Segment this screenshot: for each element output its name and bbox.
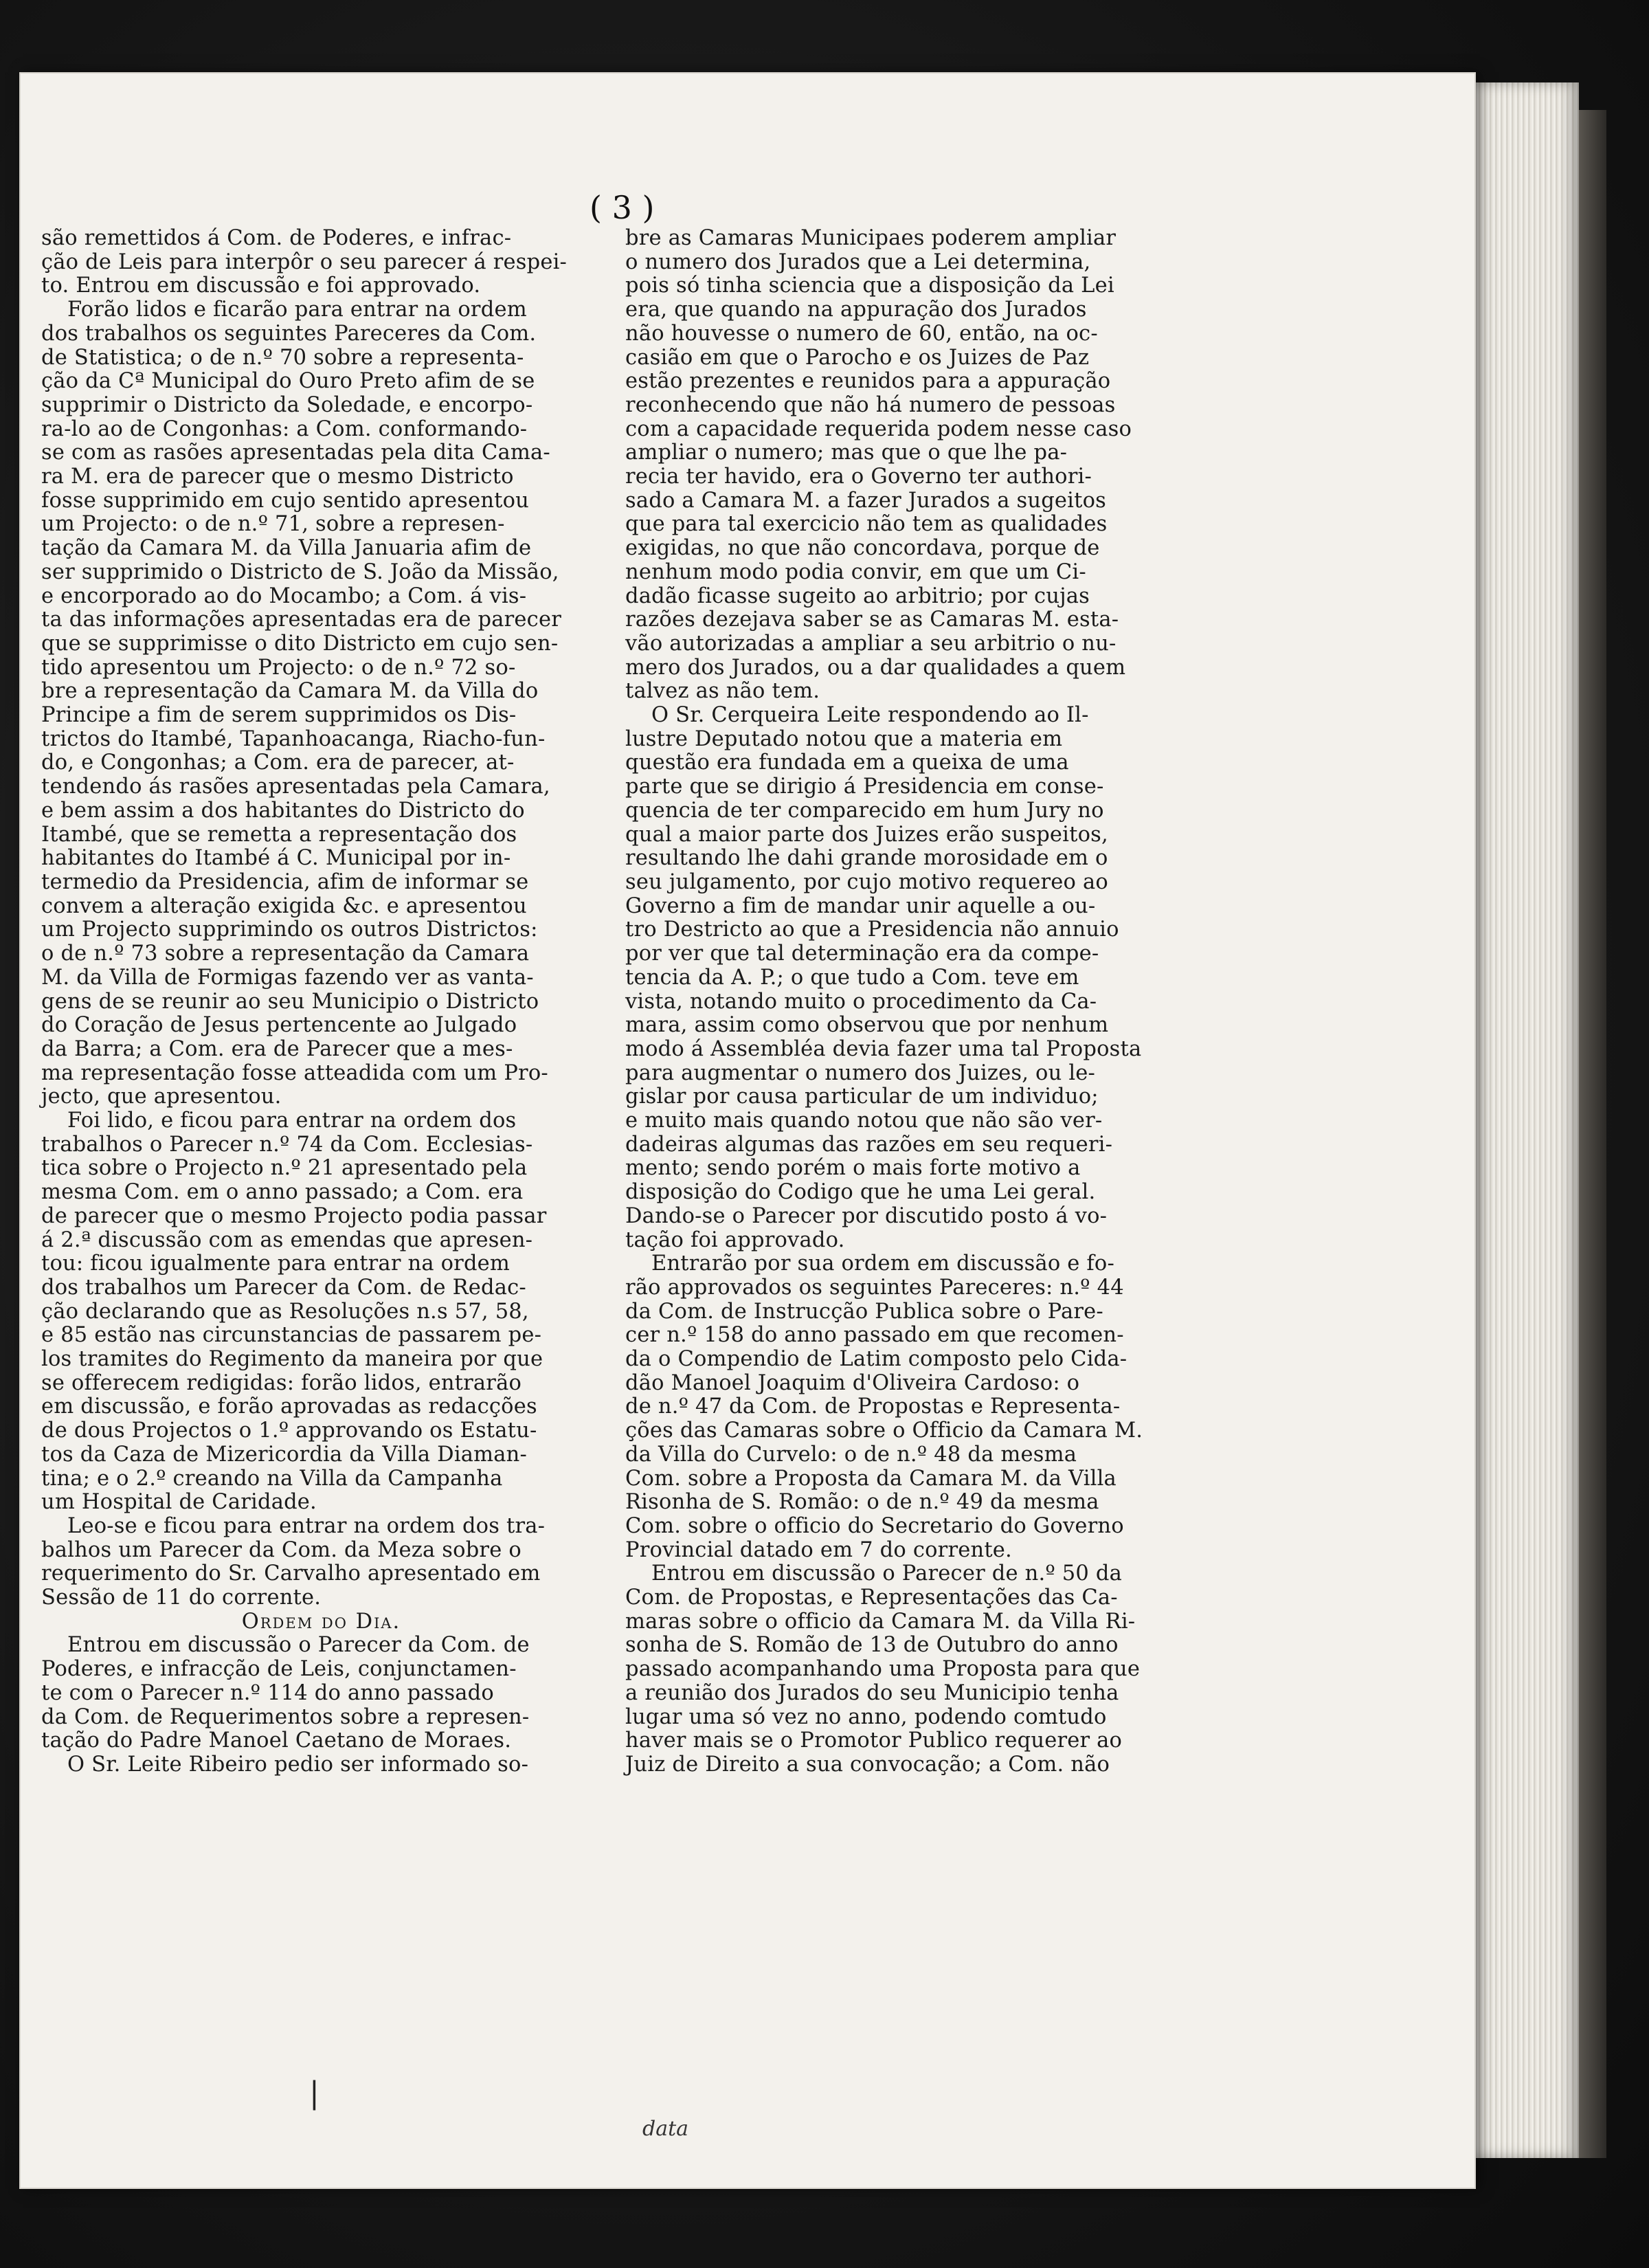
text-line: com a capacidade requerida podem nesse caso bbox=[625, 416, 1132, 441]
text-line: supprimir o Districto da Soledade, e encorpo- bbox=[41, 392, 533, 417]
text-line: disposição do Codigo que he uma Lei geral. bbox=[625, 1180, 1096, 1205]
text-line: se offerecem redigidas: forão lidos, entrarão bbox=[41, 1370, 522, 1395]
text-line: Provincial datado em 7 do corrente. bbox=[625, 1537, 1012, 1562]
text-line: razões dezejava saber se as Camaras M. esta- bbox=[625, 608, 1119, 632]
text-line: parte que se dirigio á Presidencia em conse- bbox=[625, 775, 1104, 799]
text-line: modo á Assembléa devia fazer uma tal Proposta bbox=[625, 1036, 1142, 1061]
text-line: ção declarando que as Resoluções n.s 57, 58, bbox=[41, 1299, 529, 1324]
text-line: ser supprimido o Districto de S. João da Missão, bbox=[41, 559, 559, 584]
text-line: quencia de ter comparecido em hum Jury no bbox=[625, 798, 1104, 823]
text-line: da Villa do Curvelo: o de n.º 48 da mesma bbox=[625, 1442, 1077, 1467]
text-line: recia ter havido, era o Governo ter authori- bbox=[625, 465, 1092, 489]
text-line: convem a alteração exigida &c. e apresentou bbox=[41, 893, 527, 918]
text-line: cer n.º 158 do anno passado em que recomen- bbox=[625, 1323, 1124, 1348]
text-line: mesma Com. em o anno passado; a Com. era bbox=[41, 1180, 524, 1205]
margin-mark: | bbox=[309, 2076, 319, 2111]
text-line: O Sr. Cerqueira Leite respondendo ao Il- bbox=[651, 703, 1089, 728]
text-line: rão approvados os seguintes Pareceres: n.º 44 bbox=[625, 1275, 1124, 1300]
text-line: maras sobre o officio da Camara M. da Villa Ri- bbox=[625, 1609, 1136, 1634]
text-line: Ordem do Dia. bbox=[241, 1609, 401, 1634]
text-line: o de n.º 73 sobre a representação da Camara bbox=[41, 942, 530, 966]
text-line: bre a representação da Camara M. da Villa do bbox=[41, 679, 539, 704]
text-line: Risonha de S. Romão: o de n.º 49 da mesma bbox=[625, 1490, 1099, 1515]
text-line: se com as rasões apresentadas pela dita Cama- bbox=[41, 441, 550, 465]
text-line: ta das informações apresentadas era de parecer bbox=[41, 608, 561, 632]
text-line: que para tal exercicio não tem as qualidades bbox=[625, 512, 1108, 537]
text-line: te com o Parecer n.º 114 do anno passado bbox=[41, 1680, 494, 1705]
text-line: pois só tinha sciencia que a disposição da Lei bbox=[625, 274, 1114, 298]
text-line: Com. de Propostas, e Representações das Ca- bbox=[625, 1586, 1118, 1610]
text-line: e muito mais quando notou que não são ver- bbox=[625, 1109, 1103, 1133]
text-line: a reunião dos Jurados do seu Municipio tenha bbox=[625, 1680, 1119, 1705]
text-line: bre as Camaras Municipaes poderem ampliar bbox=[625, 226, 1117, 250]
text-line: trabalhos o Parecer n.º 74 da Com. Ecclesias- bbox=[41, 1132, 533, 1157]
text-line: seu julgamento, por cujo motivo requereo ao bbox=[625, 869, 1108, 894]
text-line: ampliar o numero; mas que o que lhe pa- bbox=[625, 441, 1068, 465]
text-line: balhos um Parecer da Com. da Meza sobre o bbox=[41, 1537, 521, 1562]
text-line: resultando lhe dahi grande morosidade em o bbox=[625, 846, 1108, 871]
text-line: dadão ficasse sugeito ao arbitrio; por cujas bbox=[625, 583, 1090, 608]
text-line: sado a Camara M. a fazer Jurados a sugeitos bbox=[625, 488, 1106, 513]
text-line: O Sr. Leite Ribeiro pedio ser informado so- bbox=[67, 1753, 529, 1777]
text-line: tido apresentou um Projecto: o de n.º 72 so- bbox=[41, 655, 516, 680]
text-line: da Com. de Requerimentos sobre a represen- bbox=[41, 1704, 530, 1729]
text-line: vista, notando muito o procedimento da Ca- bbox=[625, 989, 1097, 1014]
text-line: tos da Caza de Mizericordia da Villa Diaman- bbox=[41, 1442, 528, 1467]
text-line: M. da Villa de Formigas fazendo ver as vanta- bbox=[41, 965, 534, 990]
text-line: vão autorizadas a ampliar a seu arbitrio o nu- bbox=[625, 631, 1117, 656]
text-line: ra-lo ao de Congonhas: a Com. conformando- bbox=[41, 416, 528, 441]
text-line: haver mais se o Promotor Publico requerer ao bbox=[625, 1728, 1123, 1753]
text-line: mero dos Jurados, ou a dar qualidades a quem bbox=[625, 655, 1126, 680]
text-line: passado acompanhando uma Proposta para que bbox=[625, 1657, 1141, 1682]
page-edges bbox=[1476, 82, 1579, 2158]
text-line: termedio da Presidencia, afim de informar se bbox=[41, 869, 529, 894]
text-line: ma representação fosse atteadida com um Pro- bbox=[41, 1060, 548, 1085]
text-line: Entrou em discussão o Parecer de n.º 50 da bbox=[651, 1561, 1122, 1586]
text-line: por ver que tal determinação era da compe- bbox=[625, 942, 1099, 966]
text-line: Juiz de Direito a sua convocação; a Com. não bbox=[625, 1753, 1110, 1777]
text-line: gislar por causa particular de um individuo; bbox=[625, 1085, 1099, 1109]
text-line: gens de se reunir ao seu Municipio o Districto bbox=[41, 989, 539, 1014]
text-line: dos trabalhos um Parecer da Com. de Redac- bbox=[41, 1275, 526, 1300]
text-line: Governo a fim de mandar unir aquelle a ou- bbox=[625, 893, 1096, 918]
text-line: que se supprimisse o dito Districto em cujo sen- bbox=[41, 631, 559, 656]
text-line: nenhum modo podia convir, em que um Ci- bbox=[625, 559, 1086, 584]
text-line: lugar uma só vez no anno, podendo comtudo bbox=[625, 1704, 1107, 1729]
text-line: ra M. era de parecer que o mesmo Districto bbox=[41, 465, 514, 489]
text-line: e encorporado ao do Mocambo; a Com. á vis- bbox=[41, 583, 527, 608]
text-line: ções das Camaras sobre o Officio da Camara M. bbox=[625, 1419, 1143, 1443]
text-line: lustre Deputado notou que a materia em bbox=[625, 726, 1063, 751]
signature-mark: data bbox=[642, 2117, 689, 2141]
text-line: tro Destricto ao que a Presidencia não annuio bbox=[625, 918, 1119, 942]
text-line: era, que quando na appuração dos Jurados bbox=[625, 298, 1087, 322]
text-line: tencia da A. P.; o que tudo a Com. teve em bbox=[625, 965, 1079, 990]
text-line: um Hospital de Caridade. bbox=[41, 1490, 317, 1515]
book-binding bbox=[1579, 110, 1606, 2158]
text-line: sonha de S. Romão de 13 de Outubro do anno bbox=[625, 1633, 1119, 1658]
text-line: tou: ficou igualmente para entrar na ordem bbox=[41, 1252, 511, 1276]
page-number: ( 3 ) bbox=[590, 189, 655, 226]
text-line: um Projecto: o de n.º 71, sobre a represen- bbox=[41, 512, 505, 537]
text-line: do Coração de Jesus pertencente ao Julgado bbox=[41, 1013, 517, 1038]
text-line: de Statistica; o de n.º 70 sobre a representa- bbox=[41, 345, 524, 370]
text-line: questão era fundada em a queixa de uma bbox=[625, 751, 1069, 775]
text-line: reconhecendo que não há numero de pessoas bbox=[625, 392, 1116, 417]
text-line: talvez as não tem. bbox=[625, 679, 820, 704]
text-line: tação do Padre Manoel Caetano de Moraes. bbox=[41, 1728, 512, 1753]
text-line: ção da Cª Municipal do Ouro Preto afim de se bbox=[41, 369, 535, 394]
text-line: e bem assim a dos habitantes do Districto do bbox=[41, 798, 525, 823]
text-line: um Projecto supprimindo os outros Districtos: bbox=[41, 918, 538, 942]
text-line: jecto, que apresentou. bbox=[41, 1085, 282, 1109]
text-line: Entrarão por sua ordem em discussão e fo- bbox=[651, 1252, 1114, 1276]
text-line: em discussão, e forão aprovadas as redacções bbox=[41, 1394, 537, 1419]
text-line: do, e Congonhas; a Com. era de parecer, at- bbox=[41, 751, 515, 775]
text-line: trictos do Itambé, Tapanhoacanga, Riacho-fun- bbox=[41, 726, 546, 751]
text-line: Forão lidos e ficarão para entrar na ordem bbox=[67, 298, 527, 322]
text-line: Foi lido, e ficou para entrar na ordem dos bbox=[67, 1109, 517, 1133]
text-line: dos trabalhos os seguintes Pareceres da Com. bbox=[41, 321, 537, 346]
text-line: tendendo ás rasões apresentadas pela Camara, bbox=[41, 775, 550, 799]
text-line: to. Entrou em discussão e foi approvado. bbox=[41, 274, 481, 298]
text-line: Poderes, e infracção de Leis, conjunctamen- bbox=[41, 1657, 517, 1682]
text-line: dão Manoel Joaquim d'Oliveira Cardoso: o bbox=[625, 1370, 1080, 1395]
text-line: fosse supprimido em cujo sentido apresentou bbox=[41, 488, 530, 513]
text-line: tação foi approvado. bbox=[625, 1227, 845, 1252]
text-line: tica sobre o Projecto n.º 21 apresentado pela bbox=[41, 1156, 528, 1181]
text-line: Com. sobre a Proposta da Camara M. da Villa bbox=[625, 1466, 1117, 1491]
text-line: para augmentar o numero dos Juizes, ou le- bbox=[625, 1060, 1096, 1085]
text-line: de parecer que o mesmo Projecto podia passar bbox=[41, 1203, 547, 1228]
text-line: tina; e o 2.º creando na Villa da Campanha bbox=[41, 1466, 503, 1491]
text-line: Com. sobre o officio do Secretario do Governo bbox=[625, 1513, 1124, 1538]
text-line: mento; sendo porém o mais forte motivo a bbox=[625, 1156, 1081, 1181]
text-line: Principe a fim de serem supprimidos os Dis- bbox=[41, 703, 517, 728]
text-line: habitantes do Itambé á C. Municipal por in- bbox=[41, 846, 511, 871]
text-line: Leo-se e ficou para entrar na ordem dos tra- bbox=[67, 1513, 546, 1538]
text-line: da Com. de Instrucção Publica sobre o Pare- bbox=[625, 1299, 1103, 1324]
right-text-column bbox=[625, 227, 1196, 1777]
text-line: casião em que o Parocho e os Juizes de Paz bbox=[625, 345, 1090, 370]
text-line: los tramites do Regimento da maneira por que bbox=[41, 1347, 543, 1372]
text-line: dadeiras algumas das razões em seu requeri- bbox=[625, 1132, 1113, 1157]
text-line: Itambé, que se remetta a representação dos bbox=[41, 822, 517, 847]
text-line: mara, assim como observou que por nenhum bbox=[625, 1013, 1109, 1038]
text-line: Entrou em discussão o Parecer da Com. de bbox=[67, 1633, 530, 1658]
text-line: são remettidos á Com. de Poderes, e infrac- bbox=[41, 226, 512, 250]
text-line: tação da Camara M. da Villa Januaria afim de bbox=[41, 536, 532, 561]
text-line: estão prezentes e reunidos para a appuração bbox=[625, 369, 1111, 394]
text-line: e 85 estão nas circunstancias de passarem pe- bbox=[41, 1323, 542, 1348]
text-line: da o Compendio de Latim composto pelo Cida- bbox=[625, 1347, 1128, 1372]
text-line: qual a maior parte dos Juizes erão suspeitos, bbox=[625, 822, 1108, 847]
text-line: Dando-se o Parecer por discutido posto á vo- bbox=[625, 1203, 1108, 1228]
text-line: de n.º 47 da Com. de Propostas e Representa- bbox=[625, 1394, 1121, 1419]
text-line: Sessão de 11 do corrente. bbox=[41, 1586, 322, 1610]
text-line: o numero dos Jurados que a Lei determina, bbox=[625, 249, 1091, 274]
text-line: exigidas, no que não concordava, porque de bbox=[625, 536, 1100, 561]
text-line: de dous Projectos o 1.º approvando os Estatu- bbox=[41, 1419, 537, 1443]
text-line: á 2.ª discussão com as emendas que apresen- bbox=[41, 1227, 533, 1252]
text-line: ção de Leis para interpôr o seu parecer á respei- bbox=[41, 249, 568, 274]
text-line: requerimento do Sr. Carvalho apresentado em bbox=[41, 1561, 541, 1586]
text-line: não houvesse o numero de 60, então, na oc- bbox=[625, 321, 1098, 346]
left-text-column bbox=[41, 227, 601, 1777]
text-line: da Barra; a Com. era de Parecer que a mes- bbox=[41, 1036, 513, 1061]
